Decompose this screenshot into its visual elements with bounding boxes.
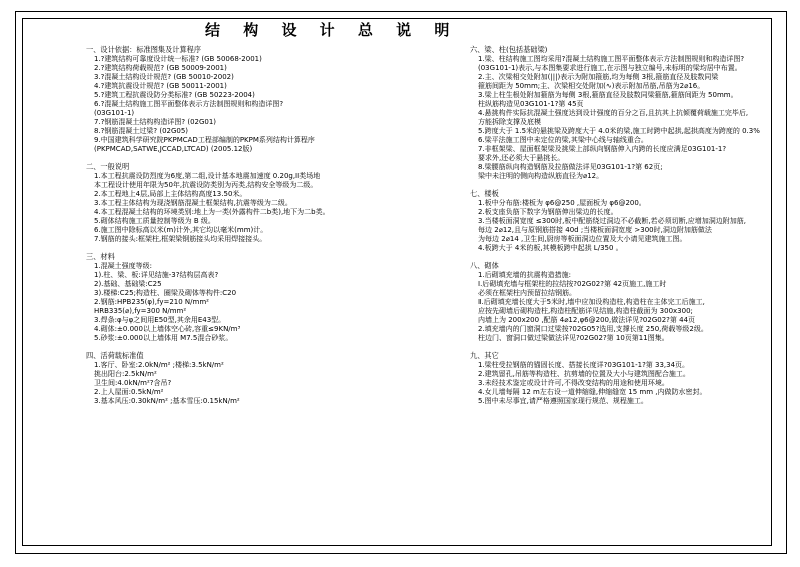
section-gap xyxy=(66,154,444,160)
spec-line: 2.本工程地上4层,局部上主体结构高度13.50米。 xyxy=(94,190,247,198)
spec-line: (03G101-1) xyxy=(94,109,135,117)
section-gap xyxy=(66,343,444,349)
right-column xyxy=(450,43,772,412)
spec-line: 3.基本风压:0.30kN/m² ;基本雪压:0.15kN/m² xyxy=(94,397,240,405)
spec-line: 4.砌体:±0.000以上墙体空心砖,容重≤9KN/m³ xyxy=(94,325,241,333)
section-heading: 三、材料 xyxy=(86,252,115,261)
spec-line: 要求外,还必须大于悬挑长。 xyxy=(478,154,565,162)
spec-line: 3.焊条:φ与φ之间用E50型,其余用E43型。 xyxy=(94,316,226,324)
spec-line: 柱边门、窗洞口做过梁做法详见?02G02?第 10页第11图集。 xyxy=(478,334,669,342)
spec-line: 4.?建筑抗震设计规范? (GB 50011-2001) xyxy=(94,82,227,90)
spec-line: 1.梁柱受拉钢筋的锚固长度、搭接长度详?03G101-1?第 33,34页。 xyxy=(478,361,690,369)
spec-line: 7.钢筋的接头:框架柱,框架梁钢筋接头均采用焊接接头。 xyxy=(94,235,267,243)
spec-line: 2.上人屋面:0.5kN/m² xyxy=(94,388,164,396)
spec-line: HRB335(⌀),fy=300 N/mm² xyxy=(94,307,187,315)
spec-line: 6.?混凝土结构施工图平面整体表示方法制图规则和构造详图? xyxy=(94,100,284,108)
spec-line: 为每边 2⌀14 ,卫生间,厨房等板面洞边位置及大小请见建筑施工图。 xyxy=(478,235,687,243)
spec-line: 内墙上为 200x200 ,配筋 4⌀12,φ6@200,做法详见?02G02?第 44页 xyxy=(478,316,696,324)
spec-line: 2.建筑留孔,吊筋等构造柱、抗剪墙的位置及大小与建筑图配合施工。 xyxy=(478,370,690,378)
section-heading: 七、楼板 xyxy=(470,189,499,198)
spec-line: 梁中未注明的侧向构造纵筋直径为⌀12。 xyxy=(478,172,604,180)
spec-line: 2.填充墙内的门窗洞口过梁按?02G05?选用,支撑长度 250,荷载等级2级。 xyxy=(478,325,708,333)
spec-line: 1.梁、柱结构施工图均采用?混凝土结构施工图平面整体表示方法制图规则和构造详图? xyxy=(478,55,745,63)
spec-line: 8.梁腰筋纵向构造钢筋及拉筋做法详见03G101-1?第 62页; xyxy=(478,163,663,171)
spec-line: 2.主、次梁相交处附加(|||)表示为附加箍筋,均为每侧 3根,箍筋直径及肢数同梁 xyxy=(478,73,719,81)
spec-line: (03G101-1)表示,与本图集要求进行施工,在示图与独立编号,未标明的梁均居中布置。 xyxy=(478,64,742,72)
section-heading: 四、活荷载标准值 xyxy=(86,351,144,360)
section-gap xyxy=(66,406,444,412)
spec-line: 箍筋间距为 50mm;主、次梁相交处附加(∿)表示附加吊筋,吊筋为2⌀16。 xyxy=(478,82,705,90)
spec-line: 方能拆除支撑及底模 xyxy=(478,118,541,126)
spec-line: 6.梁平法施工图中未定位的梁,其梁中心线与轴线重合。 xyxy=(478,136,648,144)
spec-line: 5.砂浆:±0.000以上墙体用 M7.5混合砂浆。 xyxy=(94,334,233,342)
section-gap xyxy=(66,244,444,250)
spec-line: 2.钢筋:HPB235(φ),fy=210 N/mm² xyxy=(94,298,209,306)
spec-line: 2.板支座负筋下数字为钢筋伸出梁边的长度。 xyxy=(478,208,618,216)
spec-line: 1.板中分布筋:楼板为 φ6@250 ,屋面板为 φ6@200。 xyxy=(478,199,646,207)
spec-line: 3.未经技术鉴定或设计许可,不得改变结构的用途和使用环境。 xyxy=(478,379,669,387)
section-gap xyxy=(450,343,772,349)
spec-line: 4.悬挑构件实际抗混凝土强度达到设计强度的百分之百,且抗其上抗倾覆荷载施工完毕后, xyxy=(478,109,749,117)
section-heading: 二、一般说明 xyxy=(86,162,130,171)
spec-line: 3).楼梯:C25;构造柱、圈梁及砌体等构件:C20 xyxy=(94,289,237,297)
spec-line: 5.砌体结构施工质量控制等级为 B 级。 xyxy=(94,217,215,225)
spec-line: (PKPMCAD,SATWE,JCCAD,LTCAD) (2005.12版) xyxy=(94,145,253,153)
spec-line: 1).柱、梁、板:详见结施-3?结构层高表? xyxy=(94,271,219,279)
spec-line: 1.混凝土强度等级: xyxy=(94,262,153,270)
spec-line: 本工程设计使用年限为50年,抗震设防类别为丙类,结构安全等级为二级。 xyxy=(94,181,318,189)
spec-line: 3.?混凝土结构设计规范? (GB 50010-2002) xyxy=(94,73,234,81)
spec-line: 卫生间:4.0kN/m²?含吊? xyxy=(94,379,172,387)
spec-line: 5.图中未尽事宜,请严格遵照国家现行规范、规程施工。 xyxy=(478,397,648,405)
spec-line: 5.?建筑工程抗震设防分类标准? (GB 50223-2004) xyxy=(94,91,255,99)
section-heading: 八、砌体 xyxy=(470,261,499,270)
spec-line: 9.中国建筑科学研究院PKPMCAD工程部编制的PKPM系列结构计算程序 xyxy=(94,136,315,144)
spec-line: 4.女儿墙每隔 12 m左右设一道伸缩缝,伸缩缝宽 15 mm ,内做防水密封。 xyxy=(478,388,707,396)
section-gap xyxy=(450,406,772,412)
section-heading: 一、设计依据：标准图集及计算程序 xyxy=(86,45,202,54)
spec-line: 3.梁上柱生根处附加箍筋为每侧 3根,箍筋直径及肢数同梁箍筋,箍筋间距为 50mm。 xyxy=(478,91,738,99)
spec-line: 应按先砌墙后砌构造柱,构造柱配筋详见结施,构造柱截面为 300x300; xyxy=(478,307,693,315)
spec-line: 1.后砌填充墙的抗震构造措施: xyxy=(478,271,572,279)
spec-line: 2).基础、基础梁:C25 xyxy=(94,280,162,288)
spec-line: 每边 2⌀12,且与原钢筋搭接 40d ;当楼板面洞宽度 >300时,洞边附加筋做法 xyxy=(478,226,712,234)
section-gap xyxy=(450,253,772,259)
spec-line: 必须在框架柱内预留拉结钢筋。 xyxy=(478,289,576,297)
left-column xyxy=(66,43,444,412)
spec-line: 6.施工图中除标高以米(m)计外,其它均以毫米(mm)计。 xyxy=(94,226,268,234)
spec-line: 4.本工程混凝土结构的环境类别:地上为一类(外露构件二b类),地下为二b类。 xyxy=(94,208,330,216)
spec-line: 挑出阳台:2.5kN/m² xyxy=(94,370,157,378)
section-heading: 六、梁、柱(包括基础梁) xyxy=(470,45,548,54)
spec-line: 7.?钢筋混凝土结构构造详图? (02G01) xyxy=(94,118,217,126)
spec-line: 3.本工程主体结构为现浇钢筋混凝土框架结构,抗震等级为二级。 xyxy=(94,199,292,207)
spec-line: 3.当楼板面洞宽度 ≤300时,板中配筋绕过洞边不必截断,若必须切断,应增加洞边附加筋, xyxy=(478,217,747,225)
spec-line: 1.?建筑结构可靠度设计统一标准? (GB 50068-2001) xyxy=(94,55,262,63)
sheet-title: 结 构 设 计 总 说 明 xyxy=(205,21,459,39)
spec-line: 7.非框架梁、屋面框架梁及挑梁上部纵向钢筋伸入内跨的长度应满足03G101-1? xyxy=(478,145,727,153)
spec-line: 柱纵筋构造见03G101-1?第 45页 xyxy=(478,100,584,108)
spec-line: 4.板跨大于 4米的板,其模板跨中起拱 L/350 。 xyxy=(478,244,623,252)
section-gap xyxy=(450,181,772,187)
spec-line: 1.客厅、卧室:2.0kN/m² ;楼梯:3.5kN/m² xyxy=(94,361,224,369)
spec-line: 1.本工程抗震设防烈度为6度,第二组,设计基本地震加速度 0.20g,II类场地 xyxy=(94,172,321,180)
spec-line: Ⅱ.后砌填充墙长度大于5米时,墙中应加设构造柱,构造柱在主体完工后施工, xyxy=(478,298,705,306)
section-heading: 九、其它 xyxy=(470,351,499,360)
spec-line: Ⅰ.后砌填充墙与框架柱的拉结按?02G02?第 42页施工,施工时 xyxy=(478,280,667,288)
spec-line: 5.跨度大于 1.5米的悬挑梁及跨度大于 4.0米的梁,施工时跨中起拱,起拱高度为跨度的 0.3% xyxy=(478,127,760,135)
spec-line: 2.?建筑结构荷载规范? (GB 50009-2001) xyxy=(94,64,227,72)
spec-line: 8.?钢筋混凝土过梁? (02G05) xyxy=(94,127,189,135)
